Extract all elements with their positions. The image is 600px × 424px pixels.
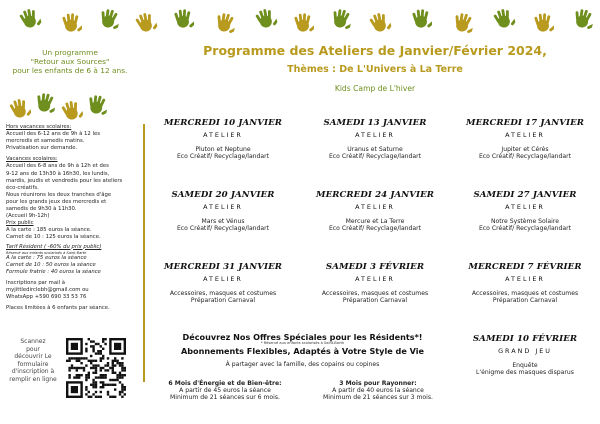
session-date: SAMEDI 3 FÉVRIER bbox=[325, 262, 425, 272]
hand-print-icon bbox=[15, 4, 42, 33]
session-type: ATELIER bbox=[505, 203, 545, 211]
session-date: MERCREDI 17 JANVIER bbox=[465, 118, 585, 128]
offers-headline: Découvrez Nos Offres Spéciales pour les Résidents*! bbox=[182, 332, 423, 342]
offers-share: À partager avec la famille, des copains ou copines bbox=[225, 361, 380, 368]
session-desc: Eco Créatif/ Recyclage/landart bbox=[478, 153, 572, 161]
qr-code-icon[interactable] bbox=[66, 338, 126, 398]
session-theme: Pluton et Neptune bbox=[195, 146, 251, 153]
session-type: ATELIER bbox=[505, 275, 545, 283]
tarif-resident-heading: Tarif Résident ( -60% du prix public) bbox=[6, 243, 102, 250]
left-sidebar bbox=[0, 42, 138, 424]
session-desc: Préparation Carnaval bbox=[492, 297, 558, 305]
hand-print-icon bbox=[32, 88, 59, 116]
session-date: MERCREDI 10 JANVIER bbox=[163, 118, 283, 128]
session-theme: Accessoires, masques et costumes bbox=[169, 290, 277, 297]
contact-line: Inscriptions par mail à bbox=[6, 280, 65, 287]
hand-print-icon bbox=[6, 94, 33, 122]
session-card bbox=[450, 190, 600, 233]
contact-email[interactable]: myjittledirclebh@gmail.com ou bbox=[6, 287, 89, 294]
session-theme: Accessoires, masques et costumes bbox=[471, 290, 579, 297]
hand-print-icon bbox=[58, 96, 85, 124]
session-desc: Préparation Carnaval bbox=[342, 297, 408, 305]
session-card bbox=[148, 262, 298, 305]
session-type: ATELIER bbox=[203, 275, 243, 283]
session-theme: Enquête bbox=[512, 362, 538, 369]
offer-6-mois: 6 Mois d'Énergie et de Bien-être: A partir de 45 euros la séance Minimum de 21 séances sur 6 mois. bbox=[168, 380, 282, 402]
session-desc: Eco Créatif/ Recyclage/landart bbox=[478, 225, 572, 233]
session-theme: Notre Système Solaire bbox=[491, 218, 559, 225]
session-date: MERCREDI 24 JANVIER bbox=[315, 190, 435, 200]
session-theme: Jupiter et Cérès bbox=[501, 146, 549, 153]
page-title: Programme des Ateliers de Janvier/Février 2024, bbox=[203, 43, 547, 58]
session-desc: Préparation Carnaval bbox=[190, 297, 256, 305]
session-date: SAMEDI 27 JANVIER bbox=[473, 190, 577, 200]
session-theme: Accessoires, masques et costumes bbox=[321, 290, 429, 297]
session-theme: Uranus et Saturne bbox=[347, 146, 403, 153]
info-panel: Hors vacances scolaires: Accueil des 6-12 ans de 9h à 12 les mercredis et samedis matins. Privatisation sur demande. Vacances scolaires: Accueil des 6-8 ans de 9h à 12h et des 9-12 ans de 13h30 à 16h30, les lundis, mardis, jeudis et vendredis pour les ateliers éco-créatifs. Nous réunirons les deux tranches d'âge pour les grands jeux des mercredis et samedis de 9h30 à 11h30. (Accueil 9h-12h) Prix public A la carte : 185 euros la séance. Carnet de 10 : 125 euros la séance. Tarif Résident ( -60% du prix public) Réservé aux enfants scolarisés à Saint Barth A la carte : 75 euros la séance Carnet de 10 : 50 euros la séance Formule fratrie : 40 euros la séance Inscriptions par mail à myjittledirclebh@gmail.com ou WhatsApp +590 690 33 53 76 Places limitées à 6 enfants par séance. bbox=[6, 124, 136, 312]
places-note: Places limitées à 6 enfants par séance. bbox=[6, 304, 110, 311]
hand-print-icon bbox=[60, 10, 82, 34]
offers-note: * Réservé aux enfants scolarisés à Saint-Barth bbox=[260, 341, 345, 345]
offers-headline-2: Abonnements Flexibles, Adaptés à Votre Style de Vie bbox=[180, 346, 425, 356]
session-card bbox=[300, 262, 450, 305]
session-type: ATELIER bbox=[203, 203, 243, 211]
session-card bbox=[450, 262, 600, 305]
session-card bbox=[450, 118, 600, 161]
session-type: GRAND JEU bbox=[498, 347, 552, 355]
vertical-divider bbox=[143, 124, 145, 382]
session-card bbox=[148, 190, 298, 233]
offer-3-mois: 3 Mois pour Rayonner: A partir de 40 euros la séance Minimum de 21 séances sur 3 mois. bbox=[323, 380, 433, 402]
main-content bbox=[150, 0, 600, 424]
kids-camp-label: Kids Camp de L'hiver bbox=[334, 84, 416, 93]
hand-print-icon bbox=[84, 90, 111, 118]
session-type: ATELIER bbox=[355, 275, 395, 283]
page-subtitle: Thèmes : De L'Univers à La Terre bbox=[287, 64, 463, 75]
hand-print-icon bbox=[95, 4, 122, 33]
hors-vacances-heading: Hors vacances scolaires: bbox=[6, 124, 72, 130]
session-card bbox=[148, 118, 298, 161]
session-theme: Mars et Vénus bbox=[201, 218, 245, 225]
session-card bbox=[450, 334, 600, 377]
contact-whatsapp[interactable]: WhatsApp +590 690 33 53 76 bbox=[6, 294, 87, 301]
session-card bbox=[300, 190, 450, 233]
qr-caption: Scannez pour découvrir Le formulaire d'inscription à remplir en ligne bbox=[9, 338, 57, 383]
promo-text: Un programme "Retour aux Sources" pour les enfants de 6 à 12 ans. bbox=[12, 48, 128, 75]
session-desc: Eco Créatif/ Recyclage/landart bbox=[328, 225, 422, 233]
session-date: MERCREDI 31 JANVIER bbox=[163, 262, 283, 272]
session-desc: Eco Créatif/ Recyclage/landart bbox=[176, 153, 270, 161]
session-date: SAMEDI 13 JANVIER bbox=[323, 118, 427, 128]
hand-prints-cluster bbox=[4, 88, 134, 124]
session-type: ATELIER bbox=[203, 131, 243, 139]
vacances-heading: Vacances scolaires: bbox=[6, 156, 58, 163]
session-type: ATELIER bbox=[505, 131, 545, 139]
session-desc: Eco Créatif/ Recyclage/landart bbox=[176, 225, 270, 233]
session-card bbox=[300, 118, 450, 161]
session-date: SAMEDI 10 FÉVRIER bbox=[472, 334, 578, 344]
session-date: MERCREDI 7 FÉVRIER bbox=[468, 262, 582, 272]
prix-public-heading: Prix public bbox=[6, 220, 34, 227]
session-date: SAMEDI 20 JANVIER bbox=[171, 190, 275, 200]
session-theme: Mercure et La Terre bbox=[345, 218, 405, 225]
tarif-resident-note: Réservé aux enfants scolarisés à Saint Barth bbox=[6, 250, 87, 255]
session-type: ATELIER bbox=[355, 203, 395, 211]
special-offers bbox=[150, 332, 455, 368]
session-type: ATELIER bbox=[355, 131, 395, 139]
session-desc: Eco Créatif/ Recyclage/landart bbox=[328, 153, 422, 161]
session-desc: L'énigme des masques disparus bbox=[476, 369, 574, 377]
